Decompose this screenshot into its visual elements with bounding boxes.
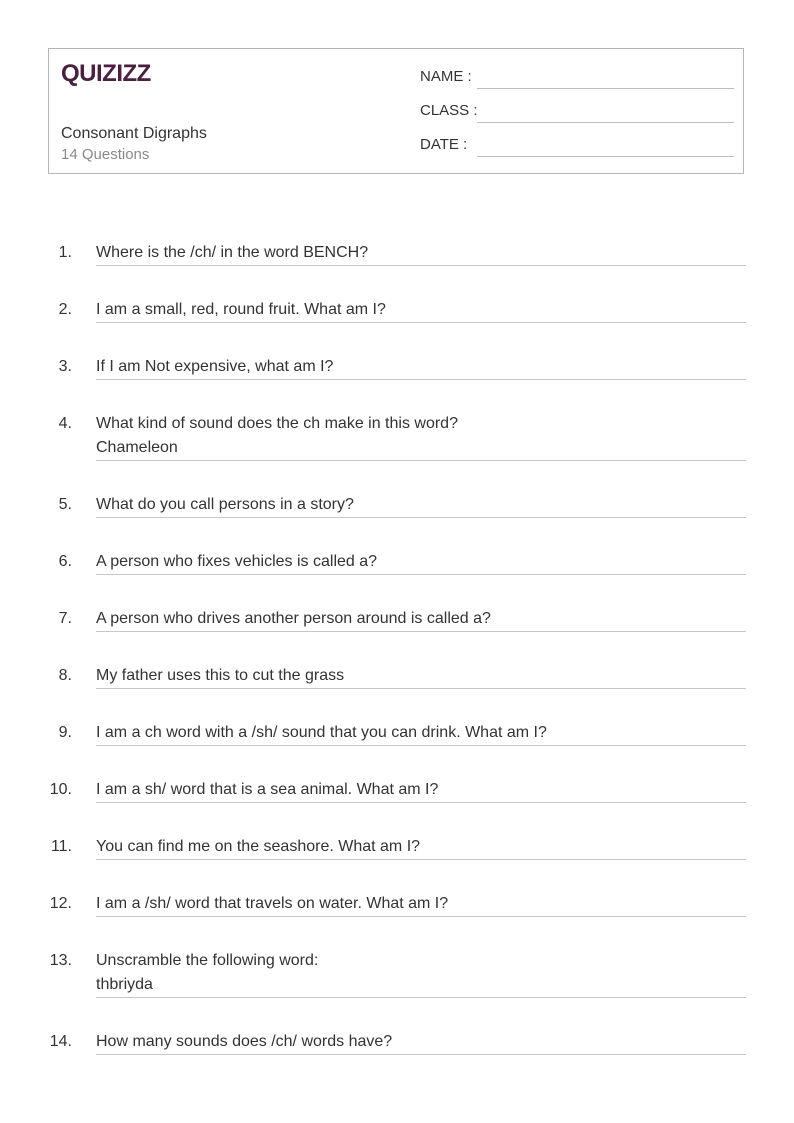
question-text-line: My father uses this to cut the grass: [96, 667, 345, 684]
question-number: 10.: [49, 781, 72, 798]
answer-line[interactable]: [96, 631, 746, 632]
question-text-line: How many sounds does /ch/ words have?: [96, 1033, 393, 1050]
question-text: [96, 664, 746, 688]
question-number: 6.: [58, 553, 72, 570]
question-text-line: You can find me on the seashore. What am I?: [96, 838, 421, 855]
question-text: [96, 949, 746, 997]
answer-line[interactable]: [96, 1054, 746, 1055]
answer-line[interactable]: [96, 997, 746, 998]
question-text-line: I am a small, red, round fruit. What am I?: [96, 301, 386, 318]
question-number: 14.: [49, 1033, 72, 1050]
question-number: 2.: [58, 301, 72, 318]
answer-line[interactable]: [96, 859, 746, 860]
question-text: [96, 550, 746, 574]
question-text: [96, 721, 746, 745]
answer-line[interactable]: [96, 379, 746, 380]
question-number: 3.: [58, 358, 72, 375]
question-text: [96, 892, 746, 916]
question-number: 9.: [58, 724, 72, 741]
class-label: CLASS :: [420, 102, 478, 119]
question-text-line: Chameleon: [96, 439, 178, 456]
question-text-line: A person who drives another person around is called a?: [96, 610, 491, 627]
name-label: NAME :: [420, 68, 472, 85]
question-text: [96, 298, 746, 322]
svg-text:QUIZIZZ: QUIZIZZ: [61, 60, 151, 87]
question-text-line: thbriyda: [96, 976, 153, 993]
question-number: 5.: [58, 496, 72, 513]
question-text: [96, 1030, 746, 1054]
question-text: [96, 835, 746, 859]
question-text-line: What do you call persons in a story?: [96, 496, 354, 513]
question-text: [96, 412, 746, 460]
answer-line[interactable]: [96, 265, 746, 266]
question-text-line: Unscramble the following word:: [96, 952, 319, 969]
question-number: 11.: [50, 838, 72, 855]
answer-line[interactable]: [96, 517, 746, 518]
question-text-line: I am a ch word with a /sh/ sound that you can drink. What am I?: [96, 724, 547, 741]
answer-line[interactable]: [96, 916, 746, 917]
question-text: [96, 607, 746, 631]
question-count: 14 Questions: [61, 146, 150, 163]
question-text: [96, 355, 746, 379]
question-text-line: A person who fixes vehicles is called a?: [96, 553, 378, 570]
question-text-line: I am a /sh/ word that travels on water. What am I?: [96, 895, 449, 912]
question-number: 12.: [49, 895, 72, 912]
answer-line[interactable]: [96, 802, 746, 803]
question-text: [96, 241, 746, 265]
question-number: 7.: [58, 610, 72, 627]
question-number: 13.: [49, 952, 72, 969]
question-number: 1.: [58, 244, 72, 261]
question-number: 8.: [58, 667, 72, 684]
answer-line[interactable]: [96, 745, 746, 746]
question-text: [96, 778, 746, 802]
worksheet-title: Consonant Digraphs: [61, 125, 207, 142]
question-text-line: If I am Not expensive, what am I?: [96, 358, 334, 375]
answer-line[interactable]: [96, 574, 746, 575]
question-text-line: What kind of sound does the ch make in this word?: [96, 415, 458, 432]
answer-line[interactable]: [96, 460, 746, 461]
question-text: [96, 493, 746, 517]
date-label: DATE :: [420, 136, 468, 153]
question-text-line: I am a sh/ word that is a sea animal. What am I?: [96, 781, 439, 798]
question-text-line: Where is the /ch/ in the word BENCH?: [96, 244, 369, 261]
question-number: 4.: [58, 415, 72, 432]
answer-line[interactable]: [96, 688, 746, 689]
answer-line[interactable]: [96, 322, 746, 323]
